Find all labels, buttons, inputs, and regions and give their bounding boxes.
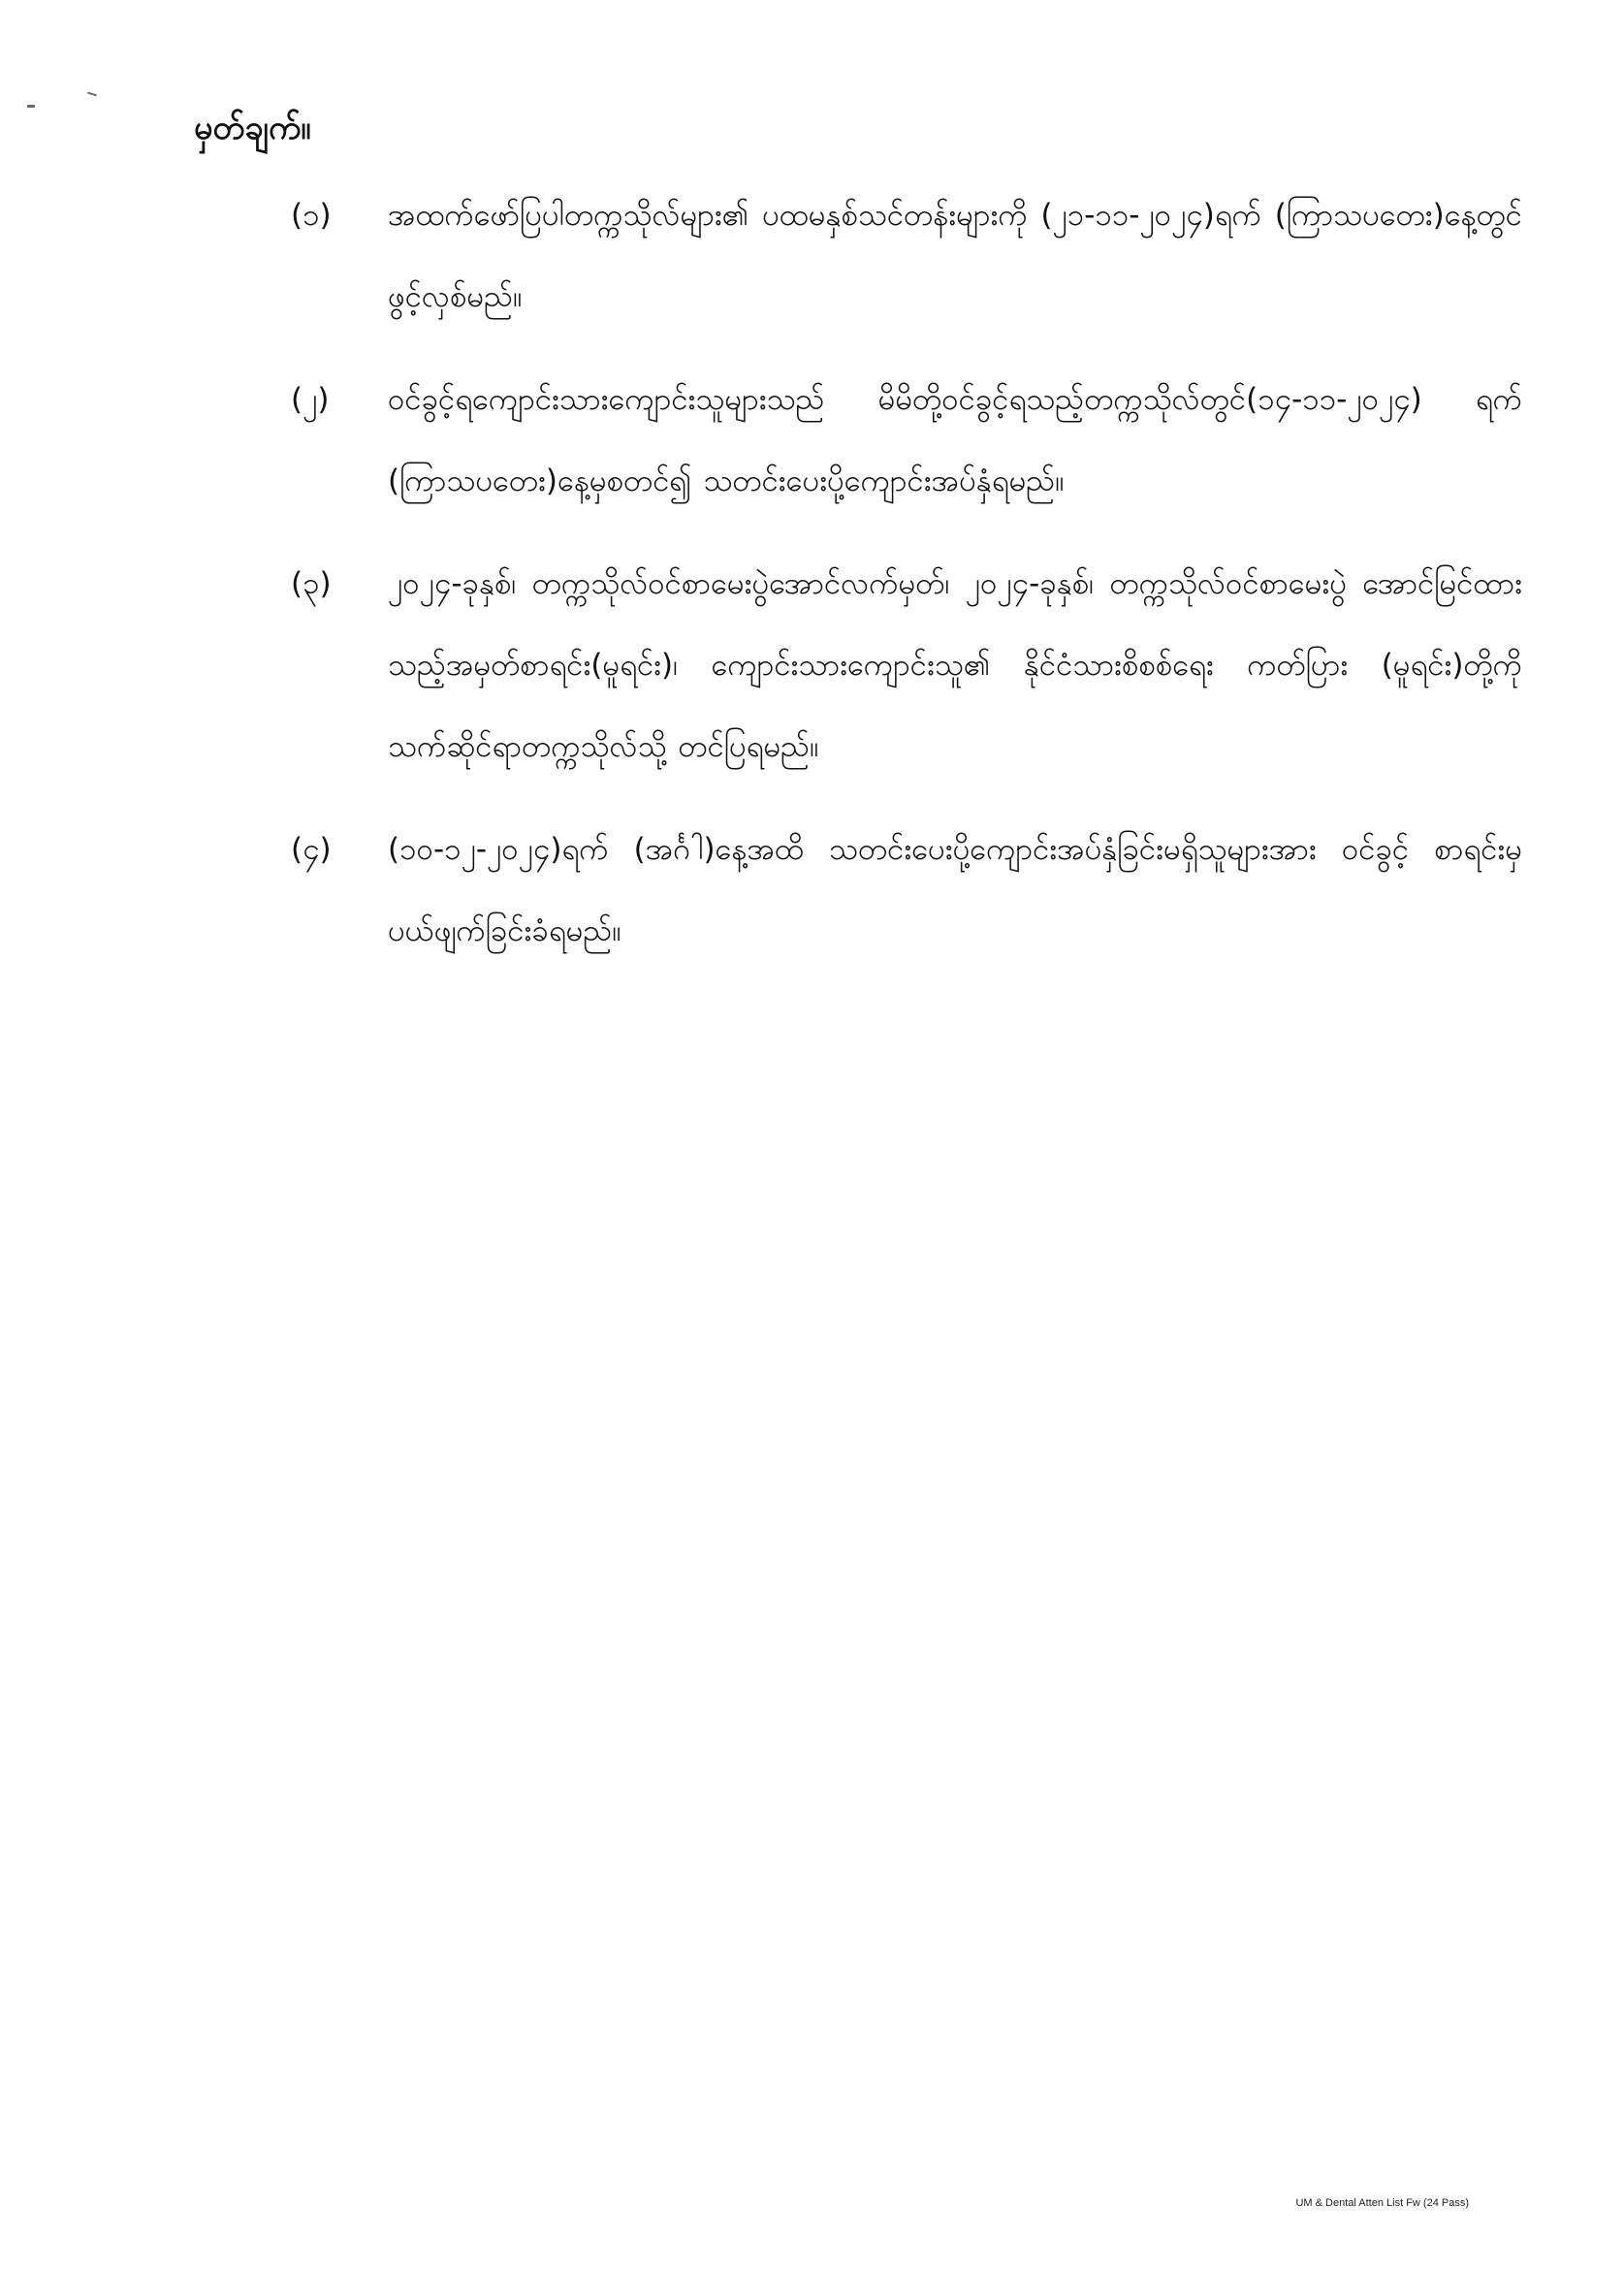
scan-speck [27, 105, 35, 108]
note-item-2 [291, 359, 1522, 522]
notes-list [291, 175, 1522, 993]
note-item-1 [291, 175, 1522, 337]
note-number: (၃) [291, 566, 332, 601]
note-item-3 [291, 543, 1522, 787]
notes-heading: မှတ်ချက်။ [194, 109, 311, 147]
note-number: (၁) [291, 198, 332, 233]
note-text: ဝင်ခွင့်ရကျောင်းသားကျောင်းသူများသည် မိမိတို့ဝင်ခွင့်ရသည့်တက္ကသိုလ်တွင်(၁၄-၁၁-၂၀၂၄) ရက် (ကြာသပတေး)နေ့မှစတင်၍ သတင်းပေးပို့ကျောင်းအပ်နှံရမည်။ [388, 382, 1522, 498]
note-text: (၁၀-၁၂-၂၀၂၄)ရက် (အင်္ဂါ)နေ့အထိ သတင်းပေးပို့ကျောင်းအပ်နှံခြင်းမရှိသူများအား ဝင်ခွင့် စာရင်းမှ ပယ်ဖျက်ခြင်းခံရမည်။ [388, 832, 1522, 948]
note-item-4 [291, 809, 1522, 972]
note-text: အထက်ဖော်ပြပါတက္ကသိုလ်များ၏ ပထမနှစ်သင်တန်းများကို (၂၁-၁၁-၂၀၂၄)ရက် (ကြာသပတေး)နေ့တွင် ဖွင့်လှစ်မည်။ [388, 198, 1522, 314]
document-footer-code: UM & Dental Atten List Fw (24 Pass) [1295, 2197, 1469, 2209]
scan-speck [87, 92, 97, 97]
note-number: (၄) [291, 832, 332, 867]
note-number: (၂) [291, 382, 330, 417]
note-text: ၂၀၂၄-ခုနှစ်၊ တက္ကသိုလ်ဝင်စာမေးပွဲအောင်လက်မှတ်၊ ၂၀၂၄-ခုနှစ်၊ တက္ကသိုလ်ဝင်စာမေးပွဲ အောင်မြင်ထားသည့်အမှတ်စာရင်း(မူရင်း)၊ ကျောင်းသားကျောင်းသူ၏ နိုင်ငံသားစိစစ်ရေး ကတ်ပြား (မူရင်း)တို့ကို သက်ဆိုင်ရာတက္ကသိုလ်သို့ တင်ပြရမည်။ [388, 566, 1522, 764]
